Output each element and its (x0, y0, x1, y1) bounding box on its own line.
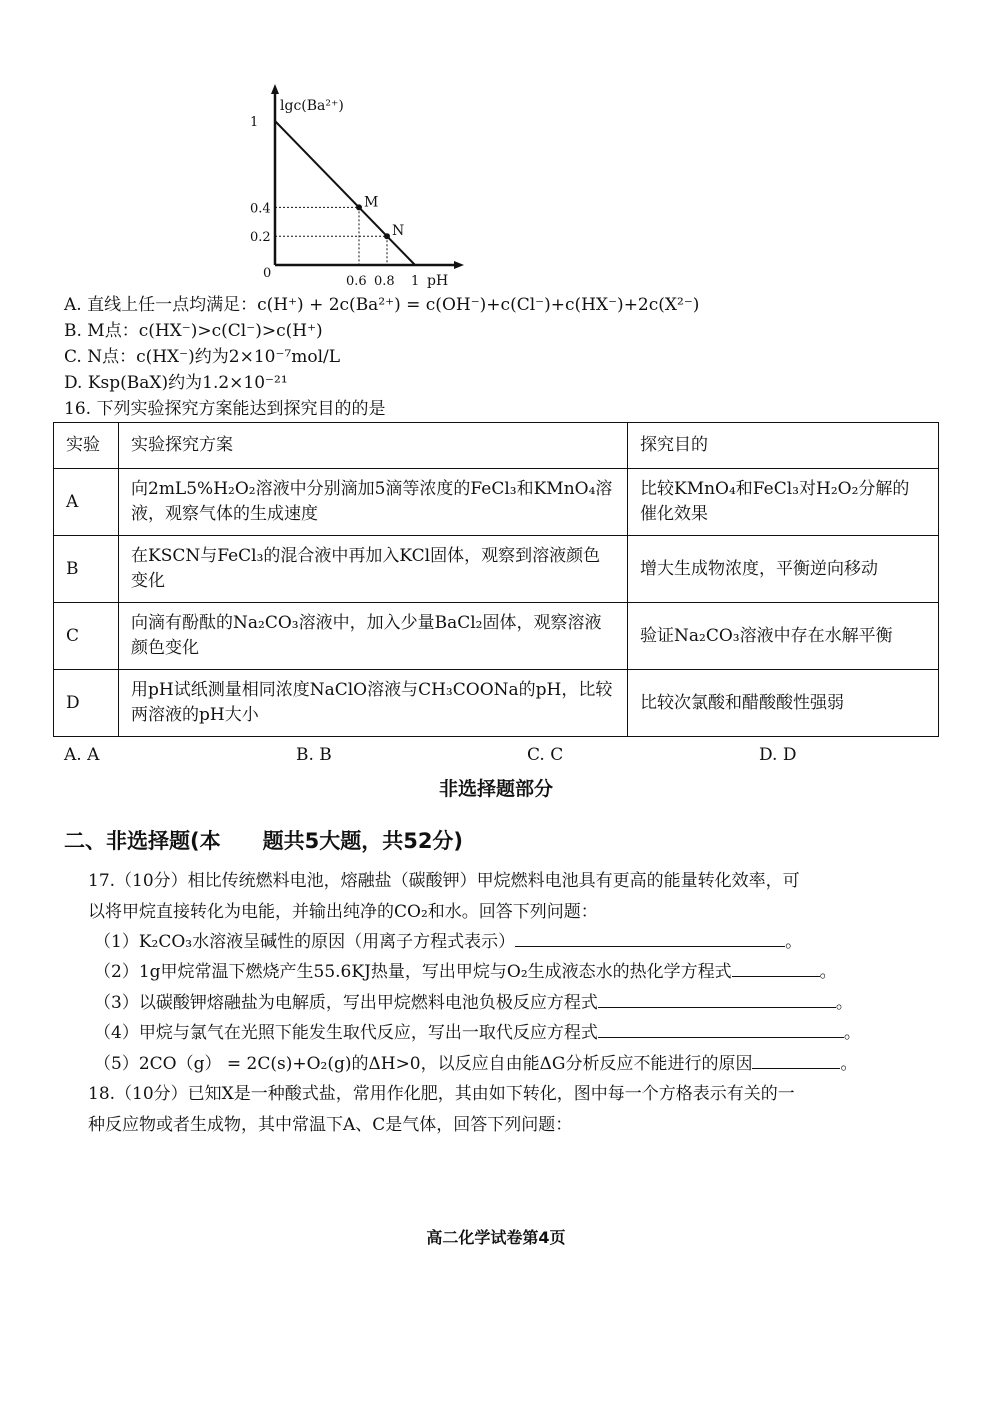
option-15c: C. N点：c(HX⁻)约为2×10⁻⁷mol/L (64, 347, 341, 367)
period: 。 (835, 993, 853, 1013)
row-label: B (54, 536, 119, 603)
header-experiment: 实验 (54, 423, 119, 469)
answer-blank-5[interactable] (752, 1052, 840, 1069)
q17-part-5 (94, 1052, 857, 1076)
series-line (275, 121, 415, 265)
x-axis-label: pH (427, 273, 449, 289)
choice-b: B. B (296, 745, 332, 765)
q17-part-1 (94, 930, 802, 954)
y-tick-label: 1 (250, 115, 259, 130)
y-axis-arrow (271, 84, 279, 94)
table-header-row (54, 423, 939, 469)
row-plan: 向滴有酚酞的Na₂CO₃溶液中，加入少量BaCl₂固体，观察溶液颜色变化 (119, 603, 628, 670)
point-marker (356, 204, 362, 210)
header-plan: 实验探究方案 (119, 423, 628, 469)
table-row (54, 536, 939, 603)
table-row (54, 670, 939, 737)
x-tick-label: 0.6 (346, 274, 367, 289)
row-aim: 比较KMnO₄和FeCl₃对H₂O₂分解的催化效果 (628, 469, 939, 536)
q17-part-4-text: （4）甲烷与氯气在光照下能发生取代反应，写出一取代反应方程式 (94, 1023, 598, 1043)
point-label: N (392, 223, 405, 240)
x-tick-label: 1 (411, 274, 420, 289)
table-row (54, 603, 939, 670)
header-aim: 探究目的 (628, 423, 939, 469)
row-label: C (54, 603, 119, 670)
y-tick-label: 0.2 (250, 230, 271, 246)
row-plan: 用pH试纸测量相同浓度NaClO溶液与CH₃COONa的pH，比较两溶液的pH大小 (119, 670, 628, 737)
point-marker (384, 233, 390, 239)
row-aim: 验证Na₂CO₃溶液中存在水解平衡 (628, 603, 939, 670)
answer-blank-3[interactable] (598, 991, 836, 1008)
row-aim: 比较次氯酸和醋酸酸性强弱 (628, 670, 939, 737)
experiment-table (53, 422, 939, 737)
row-label: A (54, 469, 119, 536)
q17-part-5-text: （5）2CO（g） = 2C(s)+O₂(g)的ΔH>0，以反应自由能ΔG分析反应不能进行的原因 (94, 1054, 753, 1074)
choice-c: C. C (527, 745, 564, 765)
q17-part-2-text: （2）1g甲烷常温下燃烧产生55.6KJ热量，写出甲烷与O₂生成液态水的热化学方程式 (94, 962, 732, 982)
question-16-stem: 16. 下列实验探究方案能达到探究目的的是 (64, 399, 386, 419)
option-15a: A. 直线上任一点均满足：c(H⁺) + 2c(Ba²⁺) = c(OH⁻)+c(Cl⁻)+c(HX⁻)+2c(X²⁻) (64, 295, 700, 315)
answer-blank-1[interactable] (515, 930, 785, 947)
q17-part-4 (94, 1021, 861, 1045)
option-15b: B. M点：c(HX⁻)>c(Cl⁻)>c(H⁺) (64, 321, 323, 341)
row-plan: 向2mL5%H₂O₂溶液中分别滴加5滴等浓度的FeCl₃和KMnO₄溶液，观察气体的生成速度 (119, 469, 628, 536)
period: 。 (819, 962, 837, 982)
answer-blank-4[interactable] (598, 1021, 844, 1038)
x-tick-label: 0.8 (374, 274, 395, 289)
q17-part-3-text: （3）以碳酸钾熔融盐为电解质，写出甲烷燃料电池负极反应方程式 (94, 993, 598, 1013)
y-axis-label: lgc(Ba²⁺) (280, 98, 344, 114)
row-aim: 增大生成物浓度，平衡逆向移动 (628, 536, 939, 603)
q18-line-2: 种反应物或者生成物，其中常温下A、C是气体，回答下列问题： (88, 1115, 573, 1135)
choice-a: A. A (64, 745, 100, 765)
origin-label: 0 (263, 266, 272, 281)
answer-blank-2[interactable] (732, 960, 820, 977)
q17-intro-2: 以将甲烷直接转化为电能，并输出纯净的CO₂和水。回答下列问题： (88, 902, 598, 922)
period: 。 (840, 1054, 858, 1074)
row-plan: 在KSCN与FeCl₃的混合液中再加入KCl固体，观察到溶液颜色变化 (119, 536, 628, 603)
row-label: D (54, 670, 119, 737)
choice-d: D. D (759, 745, 797, 765)
q18-line-1: 18.（10分）已知X是一种酸式盐，常用作化肥，其由如下转化，图中每一个方格表示有关的一 (88, 1084, 795, 1104)
point-label: M (364, 194, 379, 211)
chart (240, 78, 470, 293)
x-axis-arrow (454, 261, 464, 269)
q17-part-1-text: （1）K₂CO₃水溶液呈碱性的原因（用离子方程式表示） (94, 932, 516, 952)
q17-intro-1: 17.（10分）相比传统燃料电池，熔融盐（碳酸钾）甲烷燃料电池具有更高的能量转化效率，可 (88, 871, 800, 891)
section-title: 非选择题部分 (438, 778, 553, 800)
option-15d: D. Ksp(BaX)约为1.2×10⁻²¹ (64, 373, 288, 393)
section-heading: 二、非选择题(本 题共5大题，共52分) (64, 829, 464, 853)
table-row (54, 469, 939, 536)
period: 。 (785, 932, 803, 952)
page-footer: 高二化学试卷第4页 (426, 1228, 566, 1247)
q17-part-2 (94, 960, 837, 984)
y-tick-label: 0.4 (250, 201, 271, 217)
period: 。 (843, 1023, 861, 1043)
q17-part-3 (94, 991, 853, 1015)
